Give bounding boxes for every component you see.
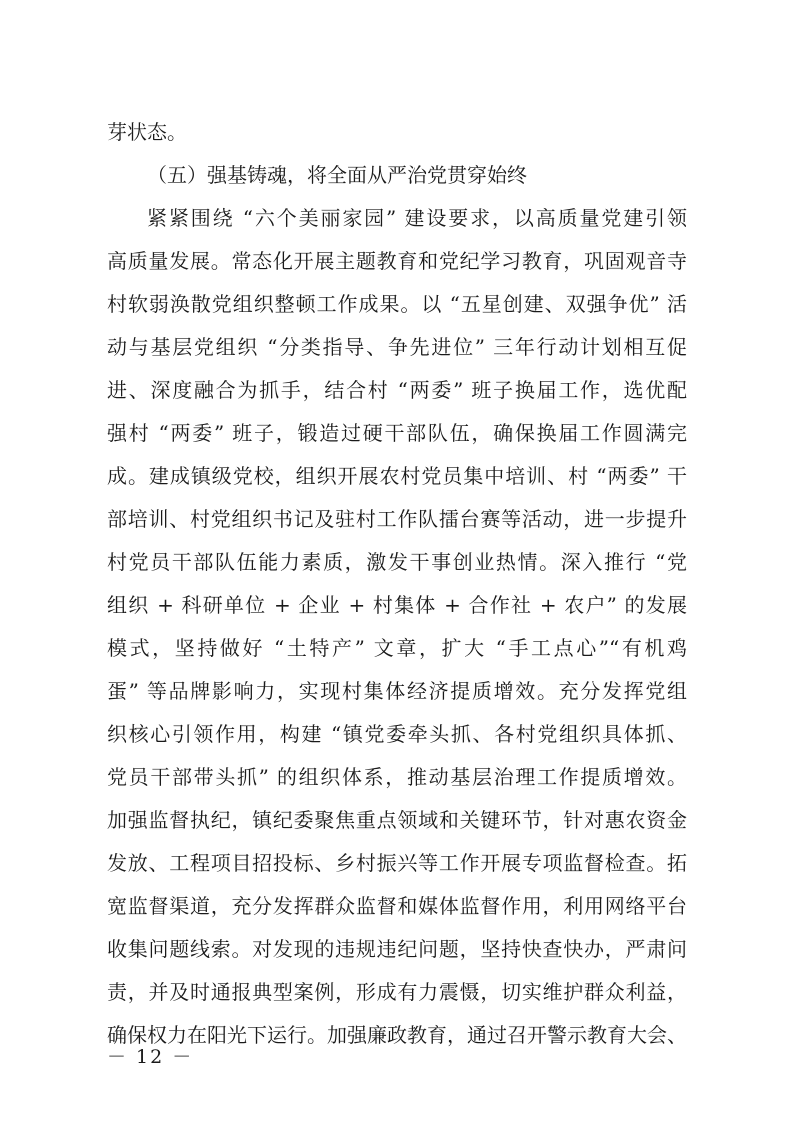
body-text-line: 动与基层党组织 “分类指导、争先进位” 三年行动计划相互促 xyxy=(107,335,687,359)
body-text-line: 强村 “两委” 班子，锻造过硬干部队伍，确保换届工作圆满完 xyxy=(107,421,687,445)
body-text-line: 进、深度融合为抓手，结合村 “两委” 班子换届工作，选优配 xyxy=(107,378,687,402)
body-text-line: 确保权力在阳光下运行。加强廉政教育，通过召开警示教育大会、 xyxy=(107,1023,687,1047)
body-text-line: 组织 + 科研单位 + 企业 + 村集体 + 合作社 + 农户” 的发展 xyxy=(107,593,687,617)
body-text-line: 成。建成镇级党校，组织开展农村党员集中培训、村 “两委” 干 xyxy=(107,464,687,488)
body-text-line: 村党员干部队伍能力素质，激发干事创业热情。深入推行 “党 xyxy=(107,550,687,574)
body-text-line: 村软弱涣散党组织整顿工作成果。以 “五星创建、双强争优” 活 xyxy=(107,292,687,316)
body-text-line: 模式，坚持做好 “土特产” 文章，扩大 “手工点心”“有机鸡 xyxy=(107,636,687,660)
body-text-line: 责，并及时通报典型案例，形成有力震慑，切实维护群众利益， xyxy=(107,980,687,1004)
body-text-line: 高质量发展。常态化开展主题教育和党纪学习教育，巩固观音寺 xyxy=(107,249,687,273)
body-text-line: 收集问题线索。对发现的违规违纪问题，坚持快查快办，严肃问 xyxy=(107,937,687,961)
body-text-line: 党员干部带头抓” 的组织体系，推动基层治理工作提质增效。 xyxy=(107,765,687,789)
section-heading: （五）强基铸魂，将全面从严治党贯穿始终 xyxy=(147,163,527,187)
body-text-line: 芽状态。 xyxy=(107,120,187,144)
body-text-line: 部培训、村党组织书记及驻村工作队擂台赛等活动，进一步提升 xyxy=(107,507,687,531)
body-text-line: 织核心引领作用，构建 “镇党委牵头抓、各村党组织具体抓、 xyxy=(107,722,687,746)
body-text-line: 发放、工程项目招投标、乡村振兴等工作开展专项监督检查。拓 xyxy=(107,851,687,875)
body-text-line: 紧紧围绕 “六个美丽家园” 建设要求，以高质量党建引领 xyxy=(147,206,687,230)
body-text-line: 加强监督执纪，镇纪委聚焦重点领域和关键环节，针对惠农资金 xyxy=(107,808,687,832)
body-text-line: 宽监督渠道，充分发挥群众监督和媒体监督作用，利用网络平台 xyxy=(107,894,687,918)
page-number: － 12 － xyxy=(107,1046,194,1068)
body-text-line: 蛋” 等品牌影响力，实现村集体经济提质增效。充分发挥党组 xyxy=(107,679,687,703)
